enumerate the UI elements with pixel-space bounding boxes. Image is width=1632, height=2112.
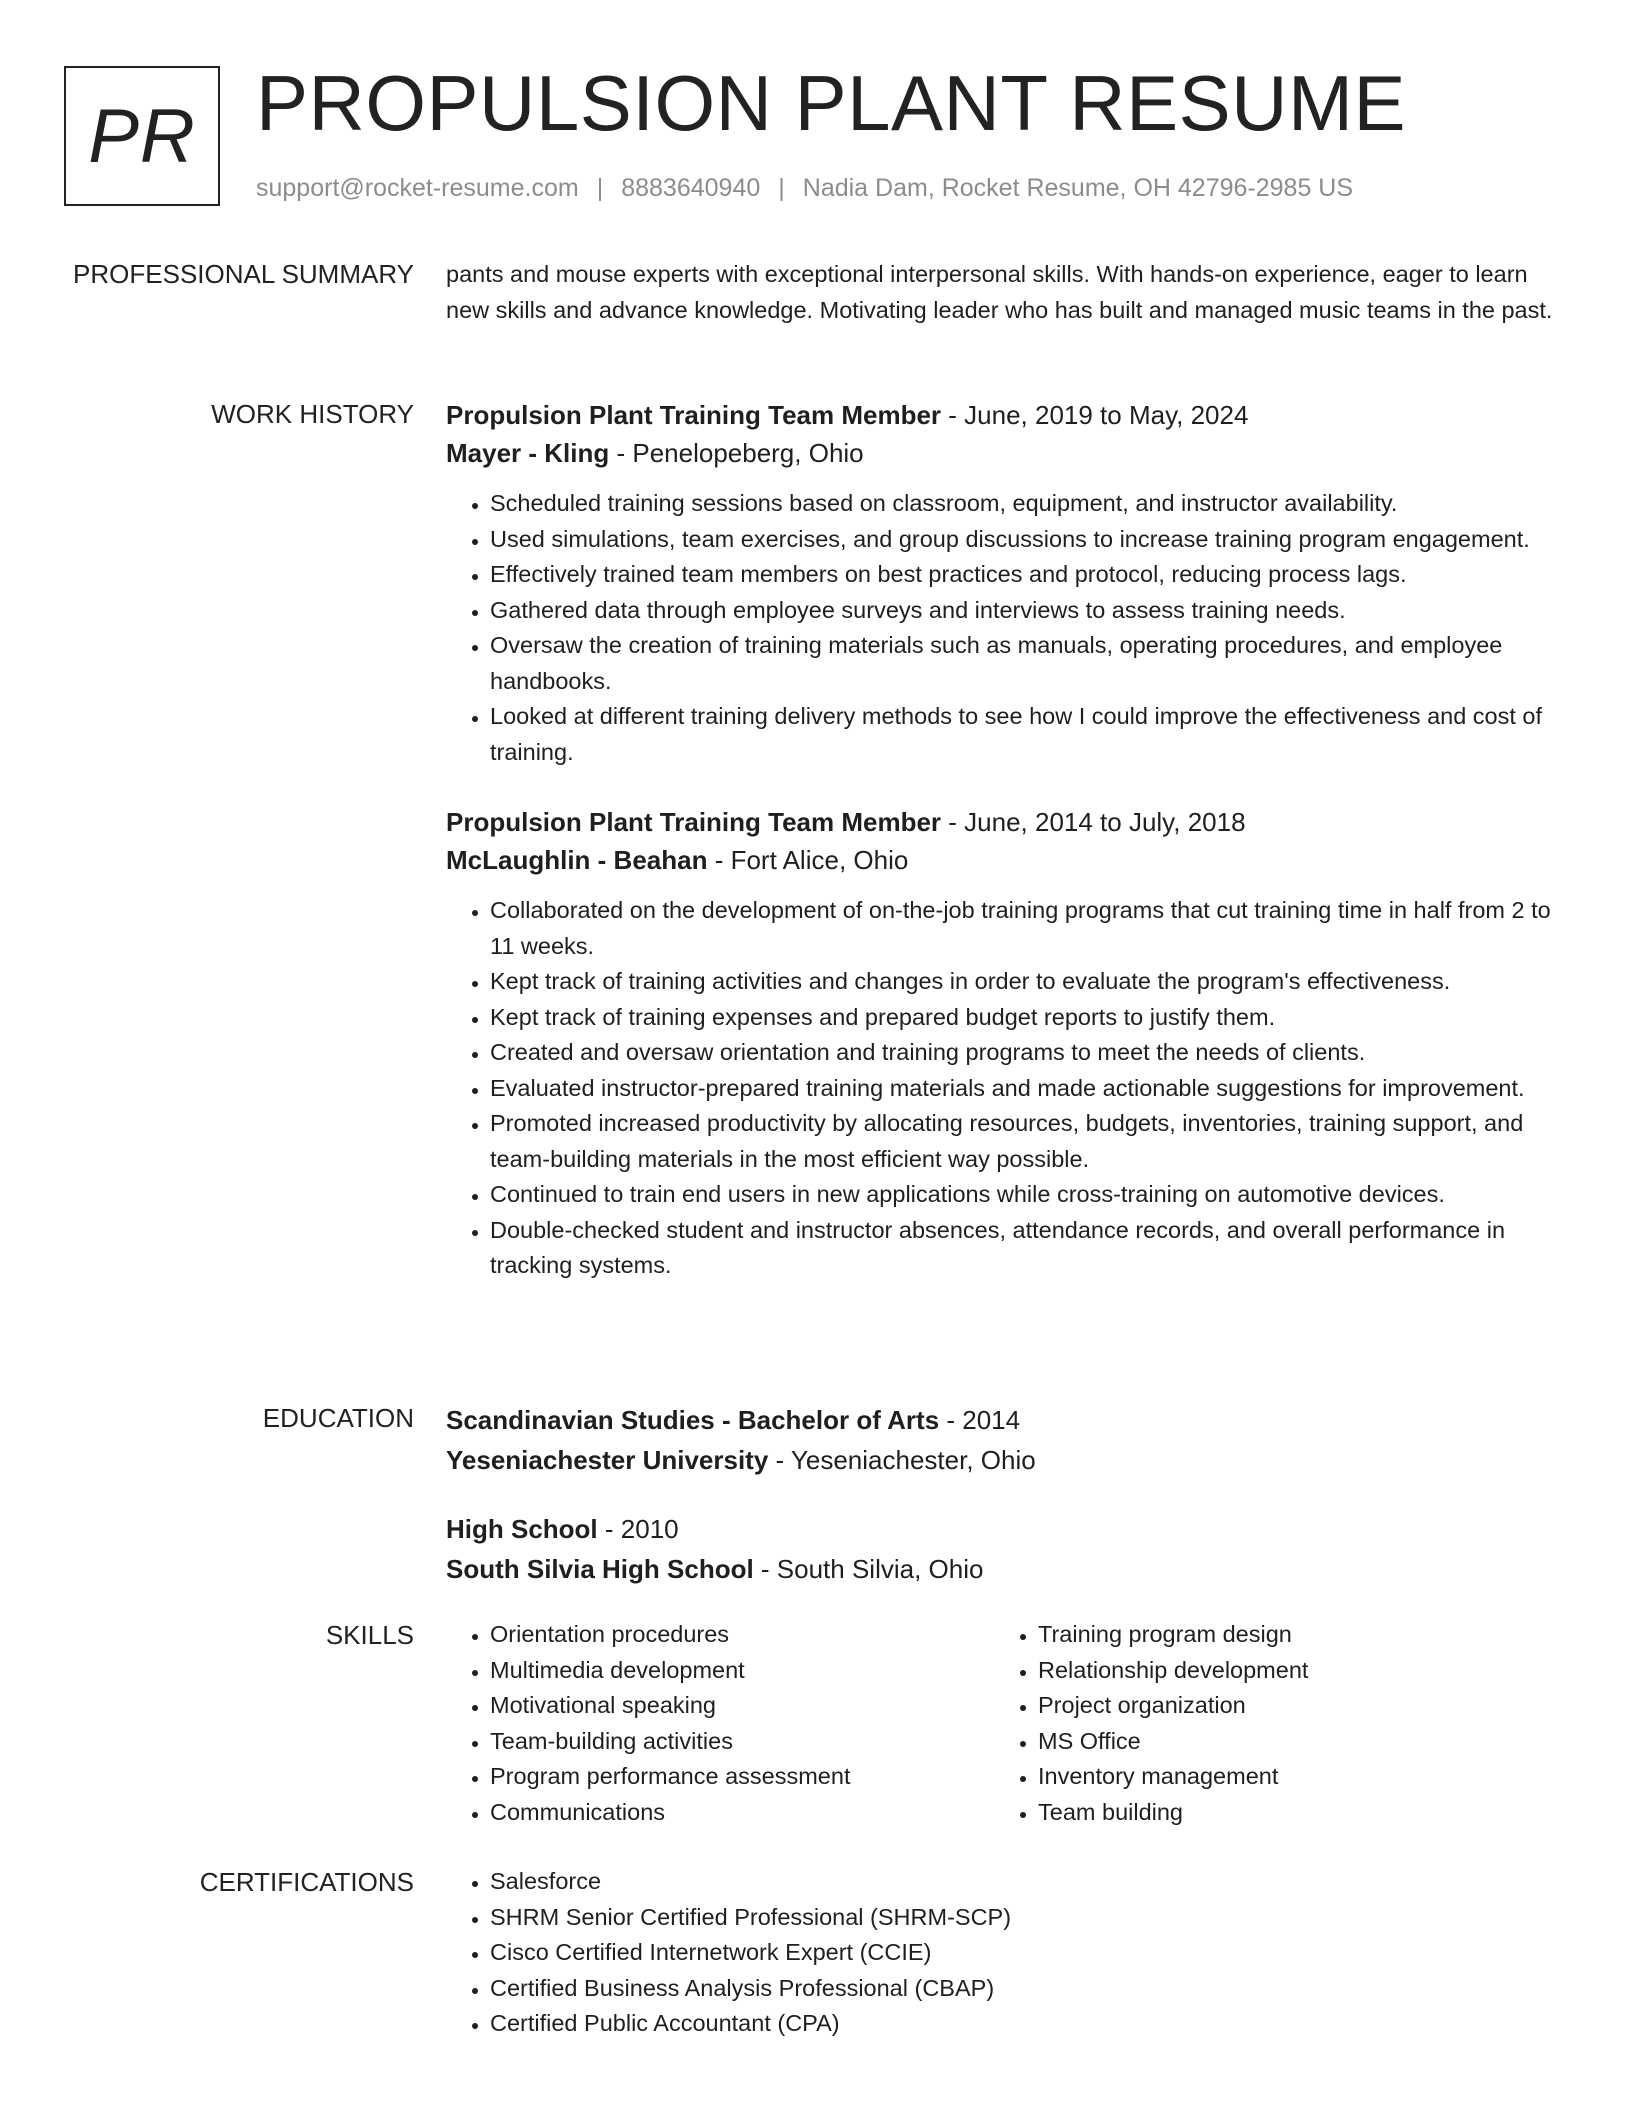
resume-title: PROPULSION PLANT RESUME [256, 59, 1407, 147]
skill-item: • Orientation procedures [490, 1617, 994, 1653]
job-bullet: • Promoted increased productivity by allocating resources, budgets, inventories, training support, and team-building materials in the most efficient way possible. [490, 1106, 1558, 1177]
skill-item: • Project organization [1038, 1688, 1542, 1724]
education-degree: High School [446, 1514, 598, 1544]
education-entry [446, 1509, 1558, 1589]
certification-item: • Certified Business Analysis Professional (CBAP) [490, 1971, 1558, 2007]
contact-address: Nadia Dam, Rocket Resume, OH 42796-2985 US [802, 174, 1354, 202]
job-bullet: • Double-checked student and instructor absences, attendance records, and overall performance in tracking systems. [490, 1213, 1558, 1284]
education-school-line [446, 1440, 1558, 1480]
contact-phone: 8883640940 [621, 174, 761, 202]
education-label: EDUCATION [262, 1403, 414, 1433]
job-location: - Penelopeberg, Ohio [609, 438, 864, 468]
contact-separator: | [596, 174, 604, 202]
job-bullet: • Gathered data through employee surveys and interviews to assess training needs. [490, 593, 1558, 629]
skill-item: • Program performance assessment [490, 1759, 994, 1795]
contact-line [256, 174, 1353, 203]
education-degree-line [446, 1400, 1558, 1440]
job-bullet: • Oversaw the creation of training materials such as manuals, operating procedures, and employee handbooks. [490, 628, 1558, 699]
job-title-line [446, 396, 1558, 434]
education-degree-line [446, 1509, 1558, 1549]
job-entry [446, 396, 1558, 770]
summary-label: PROFESSIONAL SUMMARY [73, 259, 414, 289]
skill-item: • Inventory management [1038, 1759, 1542, 1795]
skill-item: • Relationship development [1038, 1653, 1542, 1689]
education-entry [446, 1400, 1558, 1480]
job-company-line [446, 434, 1558, 472]
certifications-label: CERTIFICATIONS [199, 1867, 414, 1897]
skill-item: • Team building [1038, 1795, 1542, 1831]
contact-separator: | [778, 174, 785, 202]
job-bullet: • Kept track of training activities and changes in order to evaluate the program's effectiveness. [490, 964, 1558, 1000]
job-company-line [446, 841, 1558, 879]
skill-item: • Motivational speaking [490, 1688, 994, 1724]
work-history-label: WORK HISTORY [211, 399, 414, 429]
education-location: - Yeseniachester, Ohio [768, 1445, 1036, 1475]
summary-text: pants and mouse experts with exceptional interpersonal skills. With hands-on experience, eager to learn new skills and advance knowledge. Motivating leader who has built and managed music teams in the past. [446, 261, 1553, 323]
skills-label: SKILLS [325, 1620, 414, 1650]
job-location: - Fort Alice, Ohio [707, 845, 909, 875]
certification-item: • Salesforce [490, 1864, 1558, 1900]
job-bullet: • Scheduled training sessions based on classroom, equipment, and instructor availability. [490, 486, 1558, 522]
certification-item: • SHRM Senior Certified Professional (SHRM-SCP) [490, 1900, 1558, 1936]
education-school-line [446, 1549, 1558, 1589]
job-bullets [446, 893, 1558, 1284]
job-bullet: • Evaluated instructor-prepared training materials and made actionable suggestions for improvement. [490, 1071, 1558, 1107]
education-year: - 2014 [939, 1405, 1021, 1435]
education-school: South Silvia High School [446, 1554, 754, 1584]
job-dates: - June, 2014 to July, 2018 [941, 807, 1246, 837]
education-year: - 2010 [597, 1514, 679, 1544]
job-bullet: • Effectively trained team members on best practices and protocol, reducing process lags. [490, 557, 1558, 593]
skill-item: • Communications [490, 1795, 994, 1831]
skills-list-left [446, 1617, 994, 1830]
job-bullet: • Continued to train end users in new applications while cross-training on automotive devices. [490, 1177, 1558, 1213]
skill-item: • Multimedia development [490, 1653, 994, 1689]
job-bullet: • Created and oversaw orientation and training programs to meet the needs of clients. [490, 1035, 1558, 1071]
job-title: Propulsion Plant Training Team Member [446, 400, 942, 430]
education-degree: Scandinavian Studies - Bachelor of Arts [446, 1405, 940, 1435]
certifications-list [446, 1864, 1558, 2042]
job-bullets [446, 486, 1558, 770]
certification-item: • Certified Public Accountant (CPA) [490, 2006, 1558, 2042]
job-title: Propulsion Plant Training Team Member [446, 807, 942, 837]
skills-list-right [994, 1617, 1542, 1830]
monogram-logo: PR [64, 66, 220, 206]
job-company: Mayer - Kling [446, 438, 610, 468]
job-dates: - June, 2019 to May, 2024 [941, 400, 1249, 430]
education-school: Yeseniachester University [446, 1445, 769, 1475]
job-bullet: • Kept track of training expenses and prepared budget reports to justify them. [490, 1000, 1558, 1036]
job-bullet: • Used simulations, team exercises, and group discussions to increase training program engagement. [490, 522, 1558, 558]
job-title-line [446, 803, 1558, 841]
skill-item: • MS Office [1038, 1724, 1542, 1760]
job-company: McLaughlin - Beahan [446, 845, 708, 875]
skills-columns [446, 1617, 1558, 1830]
job-bullet: • Looked at different training delivery methods to see how I could improve the effectiveness and cost of training. [490, 699, 1558, 770]
job-bullet: • Collaborated on the development of on-the-job training programs that cut training time in half from 2 to 11 weeks. [490, 893, 1558, 964]
job-entry [446, 803, 1558, 1284]
certification-item: • Cisco Certified Internetwork Expert (CCIE) [490, 1935, 1558, 1971]
skill-item: • Team-building activities [490, 1724, 994, 1760]
contact-email: support@rocket-resume.com [256, 174, 579, 202]
skill-item: • Training program design [1038, 1617, 1542, 1653]
education-location: - South Silvia, Ohio [753, 1554, 984, 1584]
